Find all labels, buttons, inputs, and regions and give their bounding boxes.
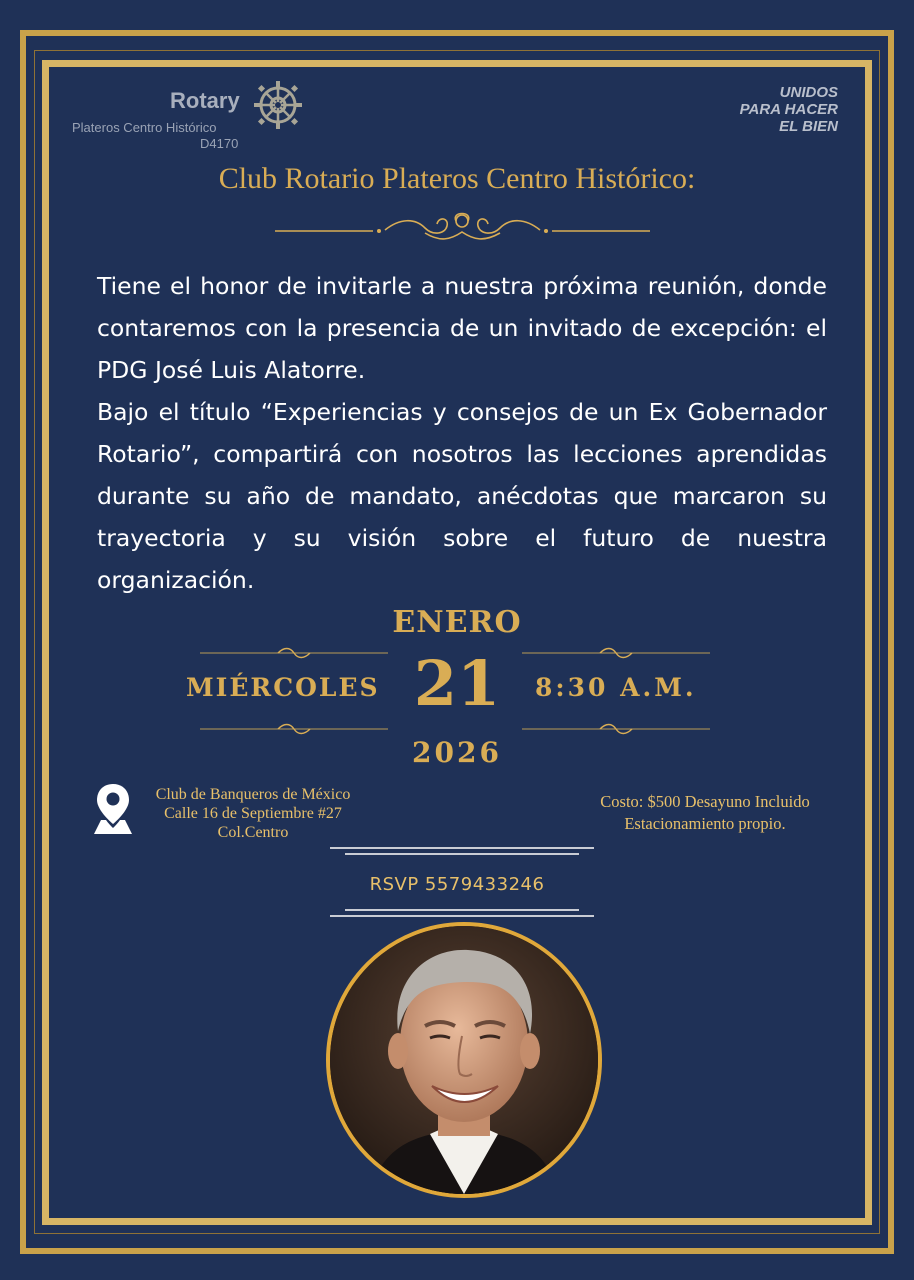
date-ornament-bottom-left <box>200 722 388 736</box>
speaker-portrait <box>330 926 598 1194</box>
venue-area: Col.Centro <box>217 824 289 841</box>
rotary-wheel-icon <box>253 80 303 130</box>
slogan-line-1: UNIDOS <box>779 84 838 101</box>
venue-name: Club de Banqueros de México <box>155 786 351 803</box>
slogan-line-2: PARA HACER <box>739 101 838 118</box>
logo-district: D4170 <box>200 136 239 151</box>
rsvp-divider-bottom-2 <box>330 915 594 917</box>
date-day: 21 <box>413 647 501 720</box>
date-weekday: MIÉRCOLES <box>186 673 380 702</box>
parking-line: Estacionamiento propio. <box>624 814 786 833</box>
cost-info <box>565 791 845 835</box>
date-year: 2026 <box>412 736 502 769</box>
location-pin-icon <box>92 782 134 836</box>
invitation-paragraph-1: Tiene el honor de invitarle a nuestra próxima reunión, donde contaremos con la presencia de un invitado de excepción: el PDG José Luis Alatorre. <box>97 272 827 384</box>
slogan <box>740 84 838 135</box>
rsvp-divider-top-1 <box>330 847 594 849</box>
rotary-logo <box>72 78 312 158</box>
slogan-line-3: EL BIEN <box>779 118 838 135</box>
logo-wordmark: Rotary <box>170 88 240 113</box>
rsvp-phone[interactable]: RSVP 5579433246 <box>369 874 545 895</box>
cost-line: Costo: $500 Desayuno Incluido <box>600 792 810 811</box>
rsvp-divider-top-2 <box>345 853 579 855</box>
date-month: ENERO <box>392 605 522 640</box>
title-ornament <box>275 206 650 246</box>
invitation-text <box>97 265 827 601</box>
logo-club-name: Plateros Centro Histórico <box>72 120 217 135</box>
venue-address <box>138 785 368 842</box>
speaker-photo <box>326 922 602 1198</box>
date-ornament-bottom-right <box>522 722 710 736</box>
invitation-paragraph-2: Bajo el título “Experiencias y consejos de un Ex Gobernador Rotario”, compartirá con nosotros las lecciones aprendidas durante su año de mandato, anécdotas que marcaron su trayectoria y su visión sobre el futuro de nuestra organización. <box>97 398 827 594</box>
event-time: 8:30 A.M. <box>535 673 697 702</box>
venue-street: Calle 16 de Septiembre #27 <box>164 805 342 822</box>
page-title: Club Rotario Plateros Centro Histórico: <box>218 162 696 195</box>
rsvp-divider-bottom-1 <box>345 909 579 911</box>
